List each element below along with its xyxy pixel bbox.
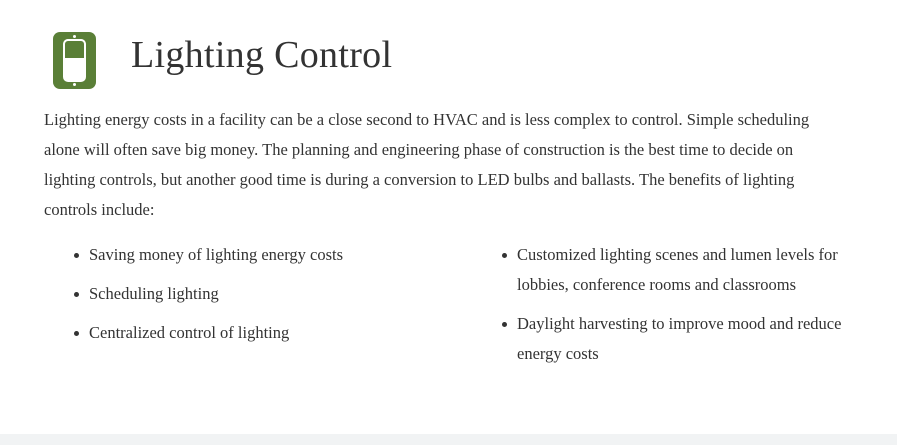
section-header [53, 32, 392, 89]
list-item: Daylight harvesting to improve mood and reduce energy costs [517, 309, 862, 369]
page-title: Lighting Control [131, 33, 393, 76]
list-item: Scheduling lighting [89, 279, 469, 309]
list-item: Centralized control of lighting [89, 318, 469, 348]
footer-band [0, 434, 897, 445]
list-item: Saving money of lighting energy costs [89, 240, 469, 270]
intro-paragraph: Lighting energy costs in a facility can be a close second to HVAC and is less complex to control. Simple scheduling alone will often save big money. The planning and engineering phase of construction is the best time to decide on lighting controls, but another good time is during a conversion to LED bulbs and ballasts. The benefits of lighting controls include: [44, 110, 810, 219]
list-item: Customized lighting scenes and lumen levels for lobbies, conference rooms and classrooms [517, 240, 862, 300]
benefits-list-left [71, 240, 469, 357]
benefits-list-right [499, 240, 862, 378]
light-switch-icon [53, 32, 96, 89]
